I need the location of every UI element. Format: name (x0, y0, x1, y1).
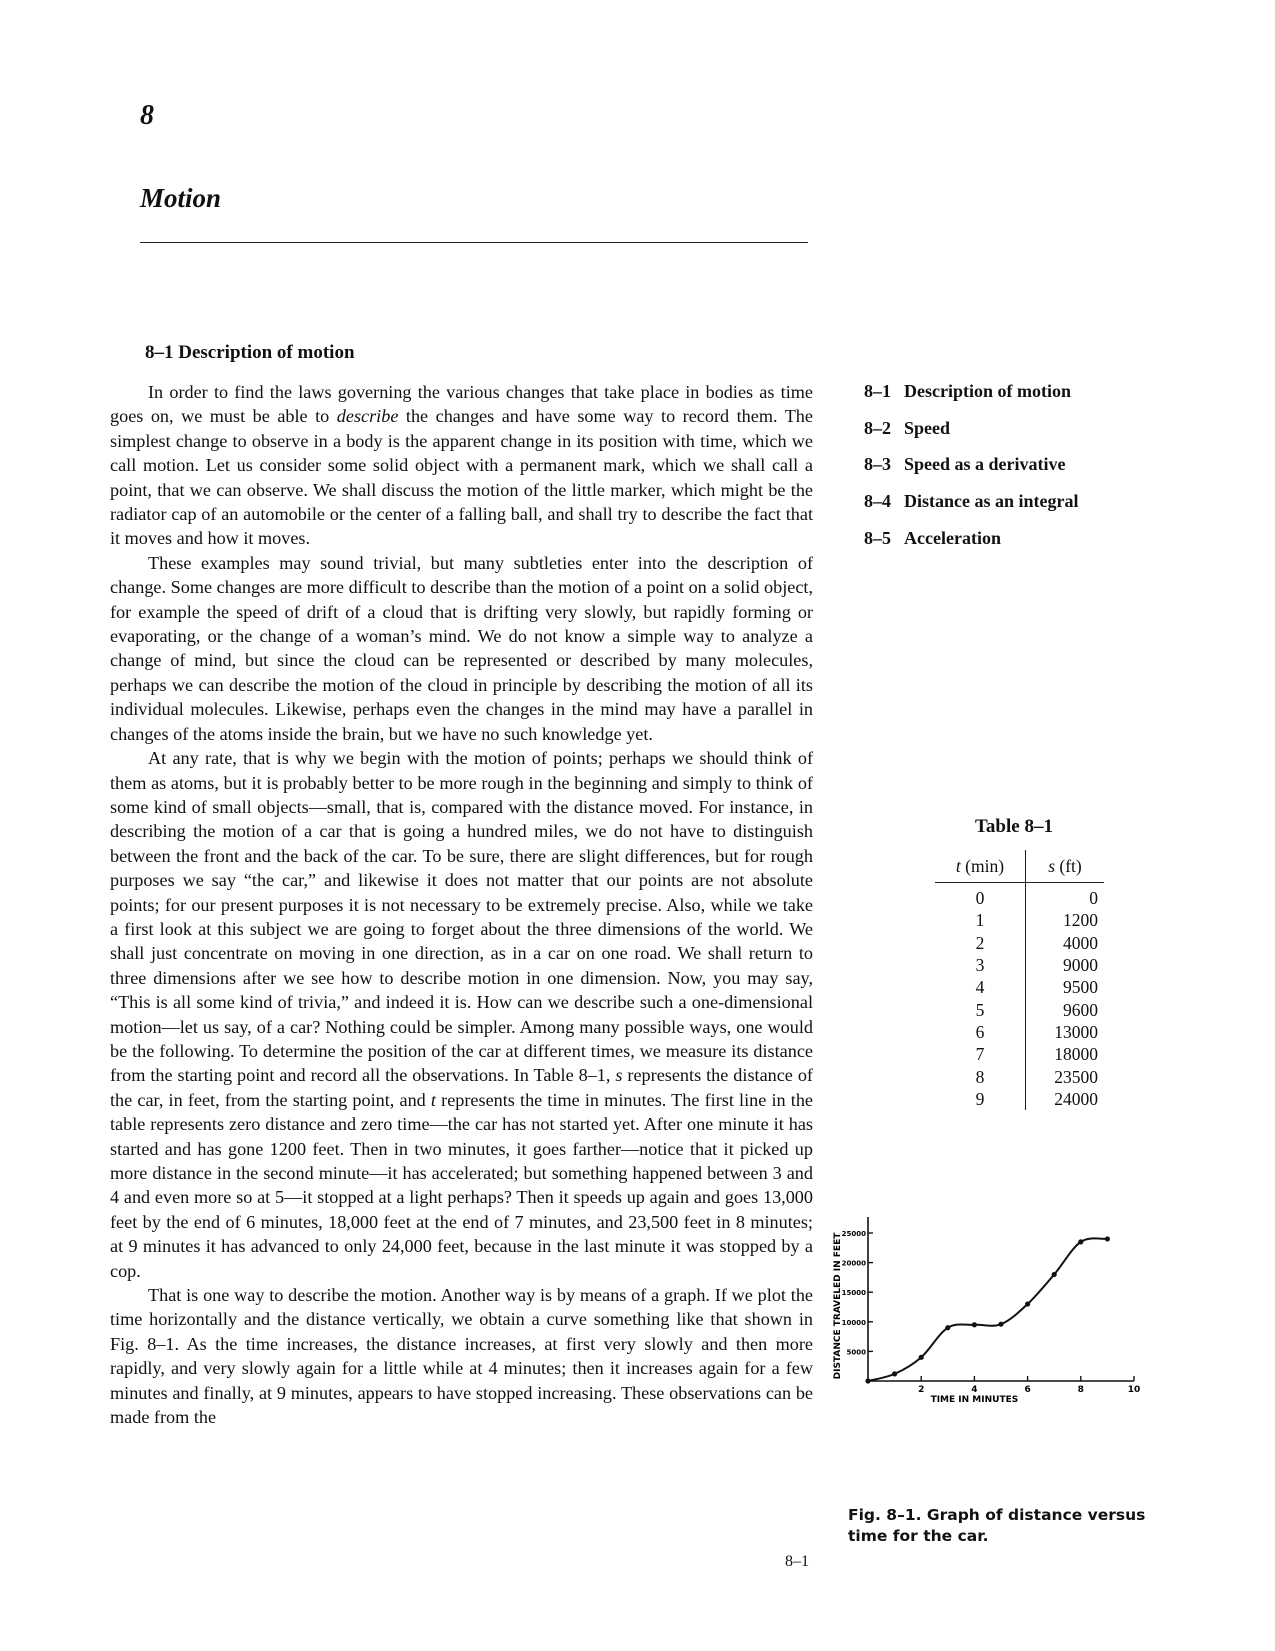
column-header-time-var: t (955, 855, 961, 876)
data-point (945, 1325, 950, 1330)
table-cell-distance: 9000 (1063, 955, 1098, 976)
data-point (1105, 1236, 1110, 1241)
title-rule (140, 242, 808, 243)
table-cell-distance: 4000 (1063, 932, 1098, 953)
table-cell-time: 0 (935, 883, 1026, 910)
toc-item-number: 8–2 (864, 417, 891, 438)
data-table (935, 850, 1104, 1110)
table-row (935, 976, 1104, 998)
table-row (935, 998, 1104, 1020)
toc-item (864, 491, 1079, 528)
y-tick-label: 5000 (846, 1348, 866, 1357)
toc-item (864, 381, 1079, 418)
x-tick-label: 6 (1024, 1385, 1031, 1395)
y-tick-label: 15000 (841, 1289, 866, 1298)
toc-item-number: 8–3 (864, 454, 891, 475)
toc-item (864, 418, 1079, 455)
table-cell-distance: 23500 (1054, 1066, 1098, 1087)
paragraph-3-text-b: represents the distance of the car, in feet, from the starting point, and (110, 1065, 813, 1110)
y-tick-label: 10000 (841, 1318, 866, 1327)
data-point (1052, 1272, 1057, 1277)
table-cell-time: 4 (935, 976, 1026, 998)
table-header-row (935, 850, 1104, 883)
table-caption: Table 8–1 (975, 816, 1053, 837)
toc-item-title: Distance as an integral (904, 491, 1079, 512)
table-cell-time: 1 (935, 909, 1026, 931)
y-tick-label: 20000 (841, 1259, 866, 1268)
paragraph-1-emphasis: describe (336, 406, 399, 427)
data-point (865, 1378, 870, 1383)
data-points (865, 1236, 1110, 1383)
toc-item-title: Description of motion (904, 381, 1071, 401)
paragraph-1-text-b: the changes and have some way to record them. The simplest change to observe in a body is the apparent change in its position with time, which we call motion. Let us consider some solid object with a permanent mark, which we shall call a point, that we can observe. We shall discuss the motion of the little marker, which might be the radiator cap of an automobile or the center of a falling ball, and shall try to describe the fact that it moves and how it moves. (110, 406, 813, 549)
toc-item (864, 528, 1079, 565)
x-tick-label: 2 (918, 1385, 925, 1395)
distance-time-chart (833, 1215, 1172, 1475)
page-number: 8–1 (785, 1553, 809, 1570)
figure-caption: Fig. 8–1. Graph of distance versus time for the car. (848, 1506, 1146, 1545)
table-cell-time: 2 (935, 932, 1026, 954)
x-tick-label: 8 (1077, 1385, 1084, 1395)
table-cell-time: 9 (935, 1088, 1026, 1110)
table-cell-distance: 13000 (1054, 1021, 1098, 1042)
table-cell-distance: 24000 (1054, 1088, 1098, 1109)
x-axis-ticks (918, 1376, 1140, 1395)
chart-axes (868, 1217, 1134, 1381)
toc-item (864, 454, 1079, 491)
data-point (972, 1322, 977, 1327)
x-tick-label: 10 (1127, 1385, 1141, 1395)
table-cell-distance: 0 (1089, 888, 1098, 909)
paragraph-3-var-s: s (615, 1065, 623, 1086)
data-point (1025, 1301, 1030, 1306)
column-header-distance-var: s (1048, 855, 1056, 876)
table-row (935, 1088, 1104, 1110)
series-line (868, 1238, 1107, 1381)
table-cell-time: 5 (935, 998, 1026, 1020)
table-row (935, 909, 1104, 931)
column-header-distance-unit: (ft) (1055, 855, 1082, 876)
toc-item-title: Speed as a derivative (904, 454, 1066, 475)
toc-item-title: Speed (904, 417, 951, 438)
table-cell-time: 7 (935, 1043, 1026, 1065)
column-header-time-unit: (min) (960, 855, 1005, 876)
x-tick-label: 4 (971, 1385, 978, 1395)
data-point (998, 1322, 1003, 1327)
table-cell-distance: 1200 (1063, 910, 1098, 931)
paragraph-3-text-c: represents the time in minutes. The first line in the table represents zero distance and zero time—the car has not started yet. After one minute it has started and has gone 1200 feet. Then in two minutes, it goes farther—notice that it picked up more distance in the second minute—it has accelerated; but something happened between 3 and 4 and even more so at 5—it stopped at a light perhaps? Then it speeds up again and goes 13,000 feet by the end of 6 minutes, 18,000 feet at the end of 7 minutes, and 23,500 feet in 8 minutes; at 9 minutes it has advanced to only 24,000 feet, because in the last minute it was stopped by a cop. (110, 1089, 813, 1281)
section-heading: 8–1 Description of motion (145, 342, 355, 363)
toc-item-title: Acceleration (904, 527, 1001, 548)
section-toc (864, 381, 1079, 564)
data-point (892, 1371, 897, 1376)
table-cell-distance: 9500 (1063, 977, 1098, 998)
data-point (919, 1355, 924, 1360)
y-tick-label: 25000 (841, 1230, 866, 1238)
table-cell-time: 3 (935, 954, 1026, 976)
chapter-title: Motion (140, 183, 222, 213)
y-axis-label: DISTANCE TRAVELED IN FEET (833, 1232, 843, 1380)
paragraph-1-text-a: In order to find the laws governing the various changes that take place in bodies as time goes on, we must be able to (110, 382, 813, 427)
table-cell-distance: 18000 (1054, 1044, 1098, 1065)
paragraph-3-var-t: t (430, 1089, 436, 1110)
table-row (935, 1021, 1104, 1043)
column-header-distance (1026, 850, 1105, 883)
column-header-time (935, 850, 1026, 883)
table-row (935, 883, 1104, 910)
table-row (935, 1065, 1104, 1087)
table-cell-distance: 9600 (1063, 999, 1098, 1020)
table-row (935, 1043, 1104, 1065)
toc-item-number: 8–5 (864, 527, 891, 548)
paragraph-4: That is one way to describe the motion. Another way is by means of a graph. If we plot the time horizontally and the distance vertically, we obtain a curve something like that shown in Fig. 8–1. As the time increases, the distance increases, at first very slowly and then more rapidly, and very slowly again for a little while at 4 minutes; then it increases again for a few minutes and finally, at 9 minutes, appears to have stopped increasing. These observations can be made from the (110, 1285, 813, 1428)
table-row (935, 932, 1104, 954)
chapter-number: 8 (140, 100, 154, 131)
table-cell-time: 6 (935, 1021, 1026, 1043)
table-row (935, 954, 1104, 976)
paragraph-3-text-a: At any rate, that is why we begin with the motion of points; perhaps we should think of them as atoms, but it is probably better to be more rough in the beginning and simply to think of some kind of small objects—small, that is, compared with the distance moved. For instance, in describing the motion of a car that is going a hundred miles, we do not have to distinguish between the front and the back of the car. To be sure, there are slight differences, but for rough purposes we say “the car,” and likewise it does not matter that our points are not absolute points; for our present purposes it is not necessary to be extremely precise. Also, while we take a first look at this subject we are going to forget about the three dimensions of the world. We shall just concentrate on moving in one direction, as in a car on one road. We shall return to three dimensions after we see how to describe motion in one dimension. Now, you may say, “This is all some kind of trivia,” and indeed it is. How can we describe such a one-dimensional motion—let us say, of a car? Nothing could be simpler. Among many possible ways, one would be the following. To determine the position of the car at different times, we measure its distance from the starting point and record all the observations. In Table 8–1, (110, 748, 813, 1086)
paragraph-3 (110, 746, 813, 1283)
toc-item-number: 8–1 (864, 381, 891, 401)
paragraph-2: These examples may sound trivial, but many subtleties enter into the description of change. Some changes are more difficult to describe than the motion of a point on a solid object, for example the speed of drift of a cloud that is drifting very slowly, but rapidly forming or evaporating, or the change of a woman’s mind. We do not know a simple way to analyze a change of mind, but since the cloud can be represented or described by many molecules, perhaps we can describe the motion of the cloud in principle by describing the motion of all its individual molecules. Likewise, perhaps even the changes in the mind may have a parallel in changes of the atoms inside the brain, but we have no such knowledge yet. (110, 552, 813, 744)
data-curve (868, 1238, 1107, 1381)
data-point (1078, 1239, 1083, 1244)
table-cell-time: 8 (935, 1065, 1026, 1087)
body-text (110, 380, 813, 1429)
x-axis-label: TIME IN MINUTES (930, 1395, 1019, 1405)
paragraph-1 (110, 380, 813, 551)
toc-item-number: 8–4 (864, 491, 891, 512)
